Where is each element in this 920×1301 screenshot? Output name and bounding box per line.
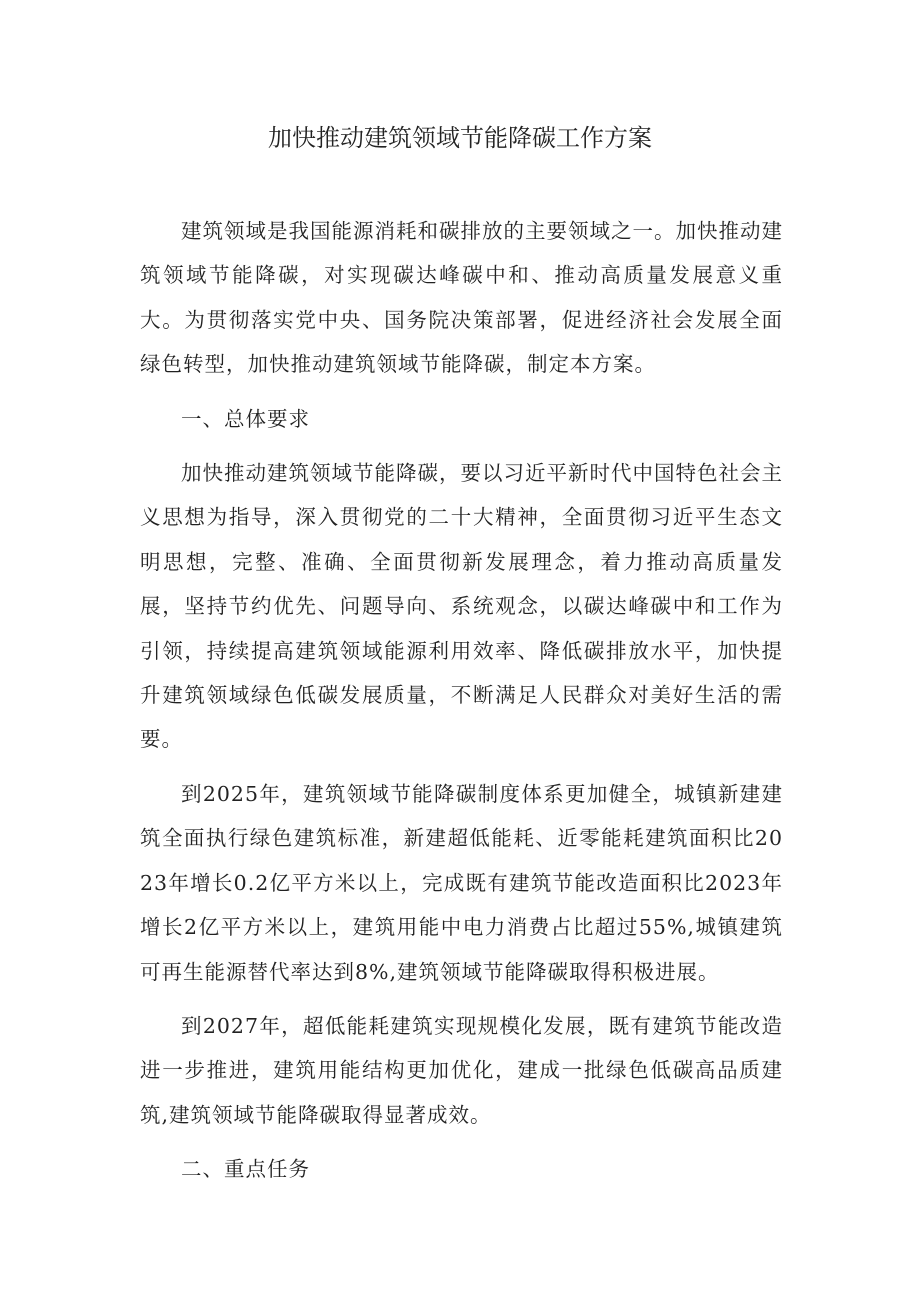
section-heading-general-requirements: 一、总体要求 [181, 406, 310, 431]
target-2027-paragraph: 到2027年，超低能耗建筑实现规模化发展，既有建筑节能改造进一步推进，建筑用能结构更加优化，建成一批绿色低碳高品质建筑,建筑领域节能降碳取得显著成效。 [140, 1013, 783, 1127]
section-heading-key-tasks: 二、重点任务 [181, 1157, 310, 1182]
intro-paragraph: 建筑领域是我国能源消耗和碳排放的主要领域之一。加快推动建筑领域节能降碳，对实现碳达峰碳中和、推动高质量发展意义重大。为贯彻落实党中央、国务院决策部署，促进经济社会发展全面绿色转型，加快推动建筑领域节能降碳，制定本方案。 [140, 219, 783, 377]
paragraph-spacer [140, 1137, 783, 1147]
paragraph-spacer [140, 387, 783, 397]
document-body [140, 209, 783, 1192]
document-title: 加快推动建筑领域节能降碳工作方案 [268, 124, 652, 152]
target-2025-paragraph: 到2025年，建筑领域节能降碳制度体系更加健全，城镇新建建筑全面执行绿色建筑标准，新建超低能耗、近零能耗建筑面积比2023年增长0.2亿平方米以上，完成既有建筑节能改造面积比2023年增长2亿平方米以上，建筑用能中电力消费占比超过55%,城镇建筑可再生能源替代率达到8%,建筑领域节能降碳取得积极进展。 [140, 781, 783, 984]
paragraph-spacer [140, 994, 783, 1004]
paragraph-spacer [140, 441, 783, 451]
paragraph-spacer [140, 762, 783, 772]
general-requirements-paragraph: 加快推动建筑领域节能降碳，要以习近平新时代中国特色社会主义思想为指导，深入贯彻党的二十大精神，全面贯彻习近平生态文明思想，完整、准确、全面贯彻新发展理念，着力推动高质量发展，坚持节约优先、问题导向、系统观念，以碳达峰碳中和工作为引领，持续提高建筑领域能源利用效率、降低碳排放水平，加快提升建筑领域绿色低碳发展质量，不断满足人民群众对美好生活的需要。 [140, 461, 783, 752]
